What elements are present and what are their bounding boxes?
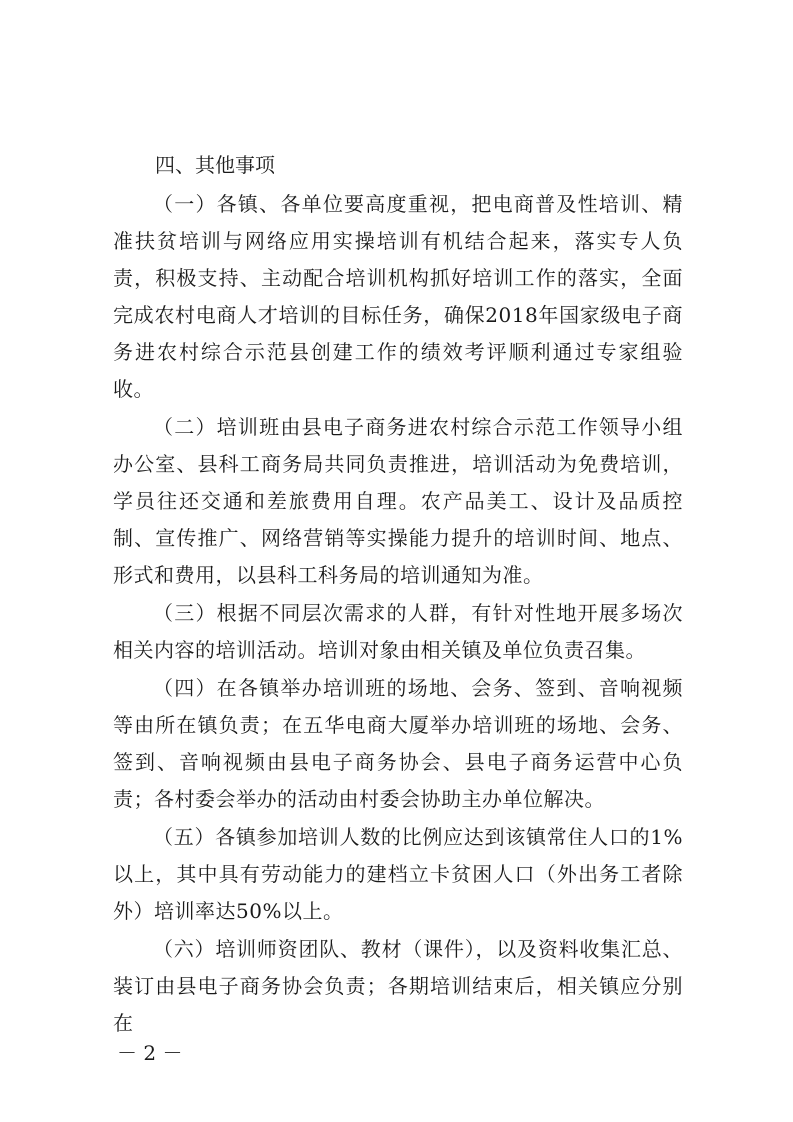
paragraph-3: （三）根据不同层次需求的人群，有针对性地开展多场次相关内容的培训活动。培训对象由相关镇及单位负责召集。 [113, 601, 683, 662]
paragraph-6: （六）培训师资团队、教材（课件），以及资料收集汇总、装订由县电子商务协会负责；各期培训结束后，相关镇应分别在 [113, 937, 683, 1035]
paragraph-1: （一）各镇、各单位要高度重视，把电商普及性培训、精准扶贫培训与网络应用实操培训有机结合起来，落实专人负责，积极支持、主动配合培训机构抓好培训工作的落实，全面完成农村电商人才培训的目标任务，确保2018年国家级电子商务进农村综合示范县创建工作的绩效考评顺利通过专家组验收。 [113, 192, 683, 401]
paragraph-5: （五）各镇参加培训人数的比例应达到该镇常住人口的1%以上，其中具有劳动能力的建档立卡贫困人口（外出务工者除外）培训率达50%以上。 [113, 825, 683, 923]
page-number: － 2 － [117, 1041, 183, 1065]
body-text [113, 186, 683, 1043]
paragraph-4: （四）在各镇举办培训班的场地、会务、签到、音响视频等由所在镇负责；在五华电商大厦举办培训班的场地、会务、签到、音响视频由县电子商务协会、县电子商务运营中心负责；各村委会举办的活动由村委会协助主办单位解决。 [113, 676, 683, 811]
section-heading: 四、其他事项 [155, 153, 275, 177]
paragraph-2: （二）培训班由县电子商务进农村综合示范工作领导小组办公室、县科工商务局共同负责推进，培训活动为免费培训，学员往还交通和差旅费用自理。农产品美工、设计及品质控制、宣传推广、网络营销等实操能力提升的培训时间、地点、形式和费用，以县科工科务局的培训通知为准。 [113, 415, 683, 587]
